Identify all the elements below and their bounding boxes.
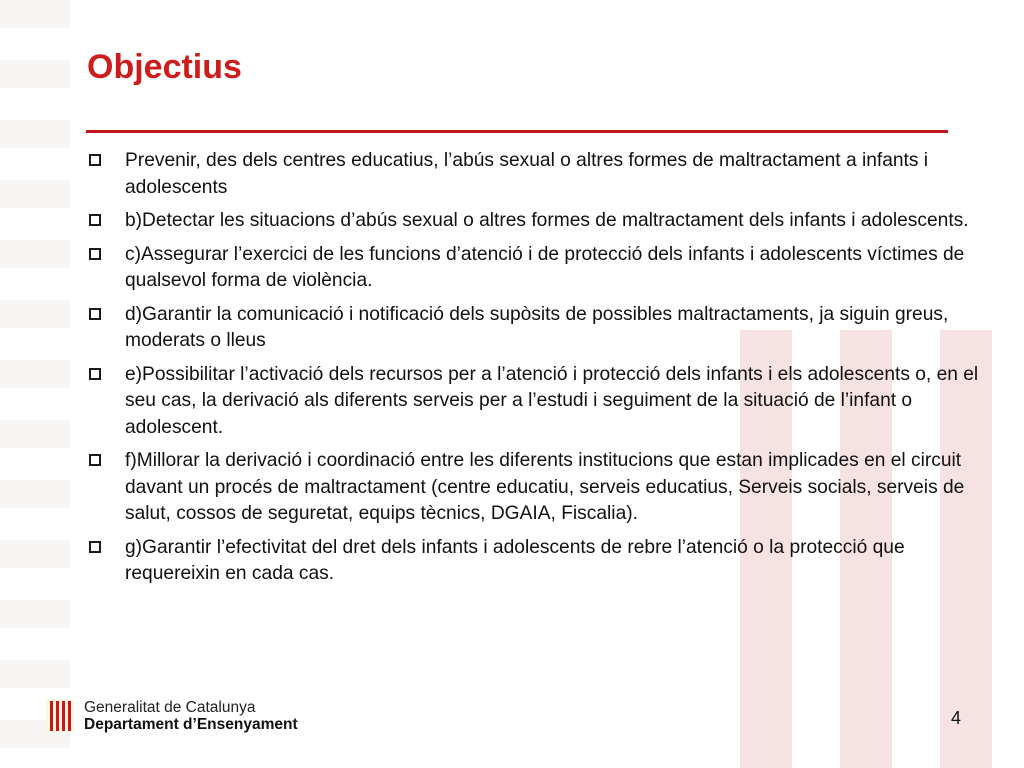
list-item-text: c)Assegurar l’exercici de les funcions d’atenció i de protecció dels infants i adolescents víctimes de qualsevol forma de violència. [125, 243, 965, 291]
list-item-text: f)Millorar la derivació i coordinació entre les diferents institucions que estan implicades en el circuit davant un procés de maltractament (centre educatiu, serveis educatius, Serveis socials, serveis de salut, cossos de seguretat, equips tècnics, DGAIA, Fiscalia). [125, 450, 965, 524]
list-item-text: Prevenir, des dels centres educatius, l’abús sexual o altres formes de maltractament a infants i adolescents [125, 150, 929, 198]
title-underline [86, 130, 948, 133]
square-bullet-icon [89, 454, 101, 466]
list-item-text: d)Garantir la comunicació i notificació dels supòsits de possibles maltractaments, ja siguin greus, moderats o lleus [125, 303, 949, 351]
list-item-text: g)Garantir l’efectivitat del dret dels infants i adolescents de rebre l’atenció o la protecció que requereixin en cada cas. [125, 536, 905, 584]
list-item [87, 242, 987, 295]
list-item [87, 208, 987, 235]
organization-name: Generalitat de Catalunya [84, 699, 256, 716]
list-item-text: b)Detectar les situacions d’abús sexual o altres formes de maltractament dels infants i adolescents. [125, 210, 969, 231]
watermark-left-strip [0, 0, 70, 768]
square-bullet-icon [89, 541, 101, 553]
footer-branding [46, 696, 298, 736]
list-item [87, 362, 987, 442]
list-item [87, 448, 987, 528]
list-item [87, 535, 987, 588]
objectives-list [87, 148, 987, 595]
square-bullet-icon [89, 154, 101, 166]
square-bullet-icon [89, 214, 101, 226]
department-name: Departament d’Ensenyament [84, 716, 298, 733]
generalitat-logo-icon [46, 699, 74, 733]
list-item [87, 302, 987, 355]
slide-title: Objectius [87, 48, 242, 86]
square-bullet-icon [89, 308, 101, 320]
list-item-text: e)Possibilitar l’activació dels recursos per a l’atenció i protecció dels infants i els adolescents o, en el seu cas, la derivació als diferents serveis per a l’estudi i seguiment de la situació de l’infant o adolescent. [125, 363, 979, 438]
square-bullet-icon [89, 248, 101, 260]
list-item [87, 148, 987, 201]
square-bullet-icon [89, 368, 101, 380]
page-number: 4 [951, 708, 962, 728]
